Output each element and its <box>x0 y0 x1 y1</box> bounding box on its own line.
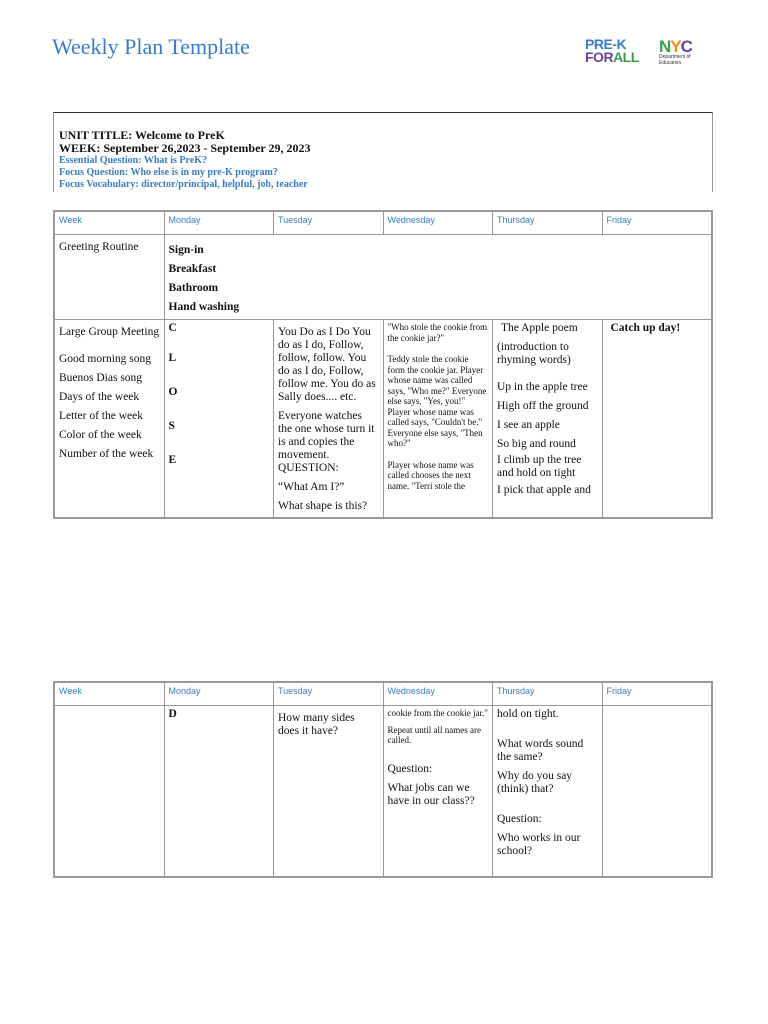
tuesday-text: “What Am I?” <box>278 481 345 493</box>
week-line: Number of the week <box>59 448 154 460</box>
close-letter: O <box>168 386 178 398</box>
focus-question: Focus Question: Who else is in my pre-K program? <box>59 167 278 178</box>
header-week: Week <box>55 683 165 706</box>
greeting-item: Hand washing <box>168 301 240 313</box>
greeting-item: Sign-in <box>168 244 204 256</box>
greeting-item: Bathroom <box>168 282 219 294</box>
page-title: Weekly Plan Template <box>52 34 250 59</box>
wednesday-text: cookie from the cookie jar." <box>387 708 488 718</box>
greeting-items <box>164 235 712 320</box>
close-letter: C <box>168 322 177 334</box>
thursday-text: High off the ground <box>497 400 589 412</box>
header-thursday: Thursday <box>493 683 603 706</box>
week-line: Letter of the week <box>59 410 143 422</box>
header-thursday: Thursday <box>493 212 603 235</box>
weekly-plan-table-1 <box>53 210 713 519</box>
thursday-text: What words sound the same? <box>497 738 584 763</box>
tuesday-text: You Do as I Do You do as I do, Follow, follow, follow. You do as I do, Follow, follow me. You do as Sally does.... etc. <box>278 326 376 403</box>
thursday-text: (introduction to rhyming words) <box>497 341 571 366</box>
header-monday: Monday <box>164 683 274 706</box>
week-line: Days of the week <box>59 391 140 403</box>
header-week: Week <box>55 212 165 235</box>
monday-cell: D <box>164 706 274 877</box>
week-line: Large Group Meeting <box>59 326 160 338</box>
wednesday-text: What jobs can we have in our class?? <box>387 781 475 807</box>
tuesday-cell: How many sides does it have? <box>274 706 384 877</box>
week-line: Color of the week <box>59 429 142 441</box>
header-tuesday: Tuesday <box>274 212 384 235</box>
unit-week: WEEK: September 26,2023 - September 29, 2023 <box>59 141 311 155</box>
greeting-item: Breakfast <box>168 263 217 275</box>
wednesday-text: Question: <box>387 762 433 775</box>
thursday-text: The Apple poem <box>501 322 578 334</box>
friday-cell: Catch up day! <box>602 320 712 518</box>
wednesday-text: Repeat until all names are called. <box>387 724 481 745</box>
doe-line1: Department of <box>659 54 691 60</box>
logo-k: K <box>616 36 627 52</box>
thursday-text: Who works in our school? <box>497 832 581 857</box>
logo-pre: PRE <box>585 36 613 52</box>
continuation-row <box>55 706 712 877</box>
thursday-text: I climb up the tree and hold on tight <box>497 454 582 479</box>
prek-for-all-logo <box>585 38 639 64</box>
wednesday-cell <box>383 706 493 877</box>
thursday-text: Up in the apple tree <box>497 381 588 393</box>
tuesday-text: Everyone watches the one whose turn it is and copies the movement. <box>278 410 375 461</box>
friday-cell-empty <box>602 706 712 877</box>
header-wednesday: Wednesday <box>383 683 493 706</box>
essential-question: Essential Question: What is PreK? <box>59 155 207 166</box>
week-line: Good morning song <box>59 353 151 365</box>
thursday-text: So big and round <box>497 438 576 450</box>
unit-title: UNIT TITLE: Welcome to PreK <box>59 128 225 142</box>
wednesday-text: "Who stole the cookie from the cookie jar?" <box>387 322 488 343</box>
thursday-cell <box>493 706 603 877</box>
thursday-text: I see an apple <box>497 419 560 431</box>
close-letter: L <box>168 352 177 364</box>
monday-close-cell <box>164 320 274 518</box>
logo-all: ALL <box>613 49 639 65</box>
thursday-text: I pick that apple and <box>497 484 591 496</box>
week-line: Buenos Dias song <box>59 372 143 384</box>
thursday-cell <box>493 320 603 518</box>
focus-vocabulary: Focus Vocabulary: director/principal, helpful, job, teacher <box>59 179 308 190</box>
week-cell-empty <box>55 706 165 877</box>
wednesday-text: Teddy stole the cookie form the cookie jar. Player whose name was called says, "Who me?" Everyone else says, "Yes, you!" Player whose name was called says, "Couldn't be." Everyone else says, "Then who?" <box>387 354 487 448</box>
close-letter: E <box>168 454 177 466</box>
header-monday: Monday <box>164 212 274 235</box>
header-friday: Friday <box>602 212 712 235</box>
greeting-label: Greeting Routine <box>55 235 165 320</box>
unit-info-box <box>53 112 713 192</box>
thursday-text: hold on tight. <box>497 708 559 720</box>
close-letter: S <box>168 420 175 432</box>
large-group-week-cell <box>55 320 165 518</box>
weekly-plan-table-2 <box>53 681 713 878</box>
nyc-doe-logo: NYC Department of Education <box>659 37 692 66</box>
large-group-row <box>55 320 712 518</box>
logo-for: FOR <box>585 49 614 65</box>
greeting-row <box>55 235 712 320</box>
thursday-text: Why do you say (think) that? <box>497 770 573 795</box>
header-tuesday: Tuesday <box>274 683 384 706</box>
logo-dash: - <box>612 36 617 52</box>
tuesday-text: What shape is this? <box>278 500 368 512</box>
wednesday-text: Player whose name was called chooses the next name. "Terri stole the <box>387 459 474 491</box>
tuesday-text: QUESTION: <box>278 462 339 474</box>
thursday-text: Question: <box>497 813 542 825</box>
tuesday-cell <box>274 320 384 518</box>
header-friday: Friday <box>602 683 712 706</box>
wednesday-cell <box>383 320 493 518</box>
header-wednesday: Wednesday <box>383 212 493 235</box>
doe-line2: Education <box>659 60 682 66</box>
